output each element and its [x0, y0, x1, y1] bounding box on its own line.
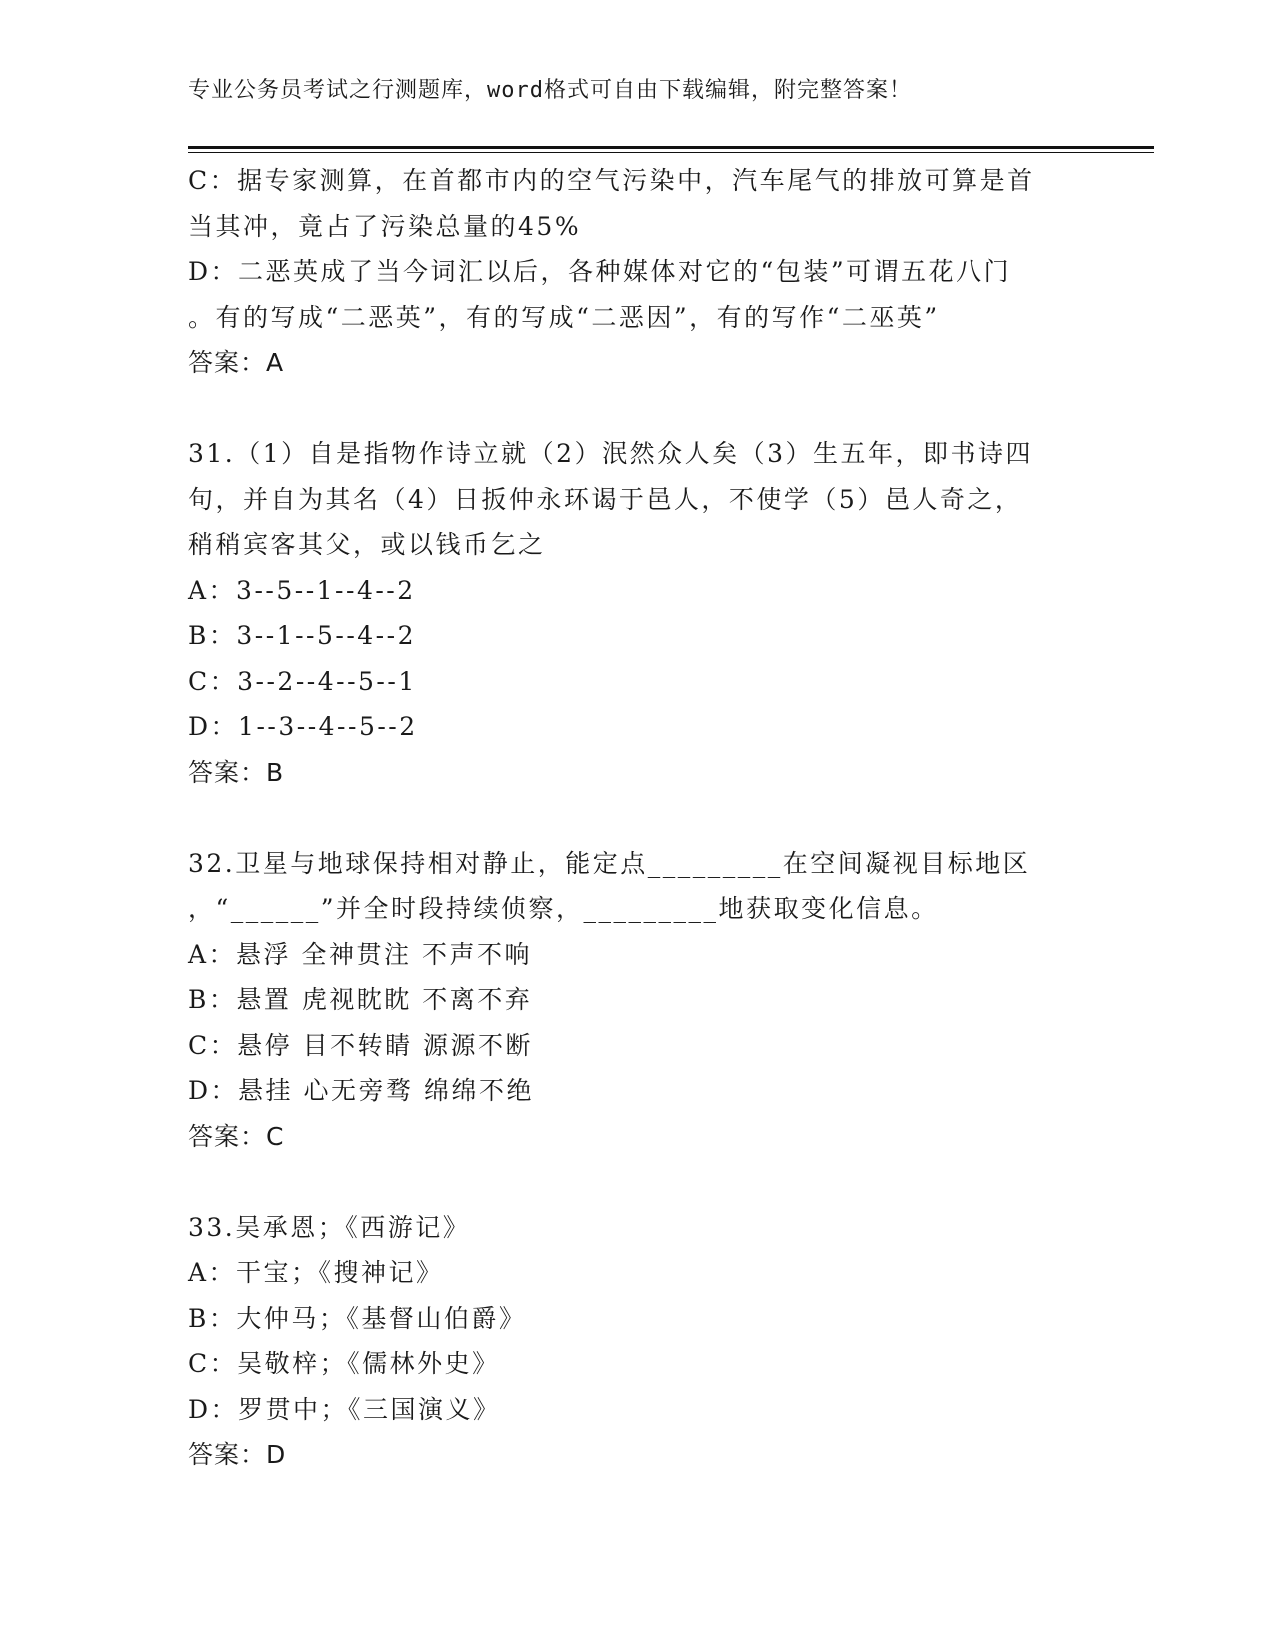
question-stem: 稍稍宾客其父，或以钱币乞之 [188, 530, 546, 559]
question-stem: 32.卫星与地球保持相对静止，能定点_________在空间凝视目标地区 [188, 848, 1031, 878]
option-c: C：悬停 目不转睛 源源不断 [188, 1030, 534, 1060]
option-c: C：3--2--4--5--1 [188, 666, 417, 696]
option-c: C：吴敬梓；《儒林外史》 [188, 1349, 500, 1378]
text-line: D：二恶英成了当今词汇以后，各种媒体对它的“包装”可谓五花八门 [188, 257, 1012, 286]
answer-line: 答案：A [188, 348, 285, 377]
option-d: D：悬挂 心无旁骛 绵绵不绝 [188, 1076, 534, 1105]
header-rule-thick [188, 146, 1154, 149]
question-stem: ，“______”并全时段持续侦察，_________地获取变化信息。 [188, 894, 939, 923]
option-d: D：1--3--4--5--2 [188, 712, 418, 741]
question-block [188, 841, 1088, 1160]
question-stem: 句，并自为其名（4）日扳仲永环谒于邑人，不使学（5）邑人奇之， [188, 484, 1023, 514]
option-d: D：罗贯中；《三国演义》 [188, 1394, 501, 1424]
option-a: A：3--5--1--4--2 [188, 575, 416, 605]
option-a: A：悬浮 全神贯注 不声不响 [188, 939, 532, 969]
block-spacer [188, 795, 1088, 841]
question-block [188, 1205, 1088, 1478]
header-rule-thin [188, 152, 1154, 153]
answer-line: 答案：C [188, 1121, 285, 1151]
question-block [188, 158, 1088, 386]
text-line: 。有的写成“二恶英”，有的写成“二恶因”，有的写作“二巫英” [188, 302, 940, 332]
option-b: B：3--1--5--4--2 [188, 621, 416, 650]
answer-line: 答案：B [188, 757, 285, 787]
block-spacer [188, 1159, 1088, 1205]
option-b: B：悬置 虎视眈眈 不离不弃 [188, 985, 533, 1014]
question-block [188, 431, 1088, 795]
option-a: A：干宝；《搜神记》 [188, 1258, 444, 1287]
answer-line: 答案：D [188, 1440, 287, 1469]
text-line: 当其冲，竟占了污染总量的45% [188, 211, 582, 241]
question-content [188, 158, 1088, 1478]
block-spacer [188, 386, 1088, 432]
option-b: B：大仲马；《基督山伯爵》 [188, 1303, 527, 1333]
question-stem: 31.（1）自是指物作诗立就（2）泯然众人矣（3）生五年，即书诗四 [188, 439, 1033, 468]
question-stem: 33.吴承恩；《西游记》 [188, 1212, 471, 1242]
page-header: 专业公务员考试之行测题库，word格式可自由下载编辑，附完整答案！ [188, 78, 912, 103]
text-line: C：据专家测算，在首都市内的空气污染中，汽车尾气的排放可算是首 [188, 166, 1035, 195]
